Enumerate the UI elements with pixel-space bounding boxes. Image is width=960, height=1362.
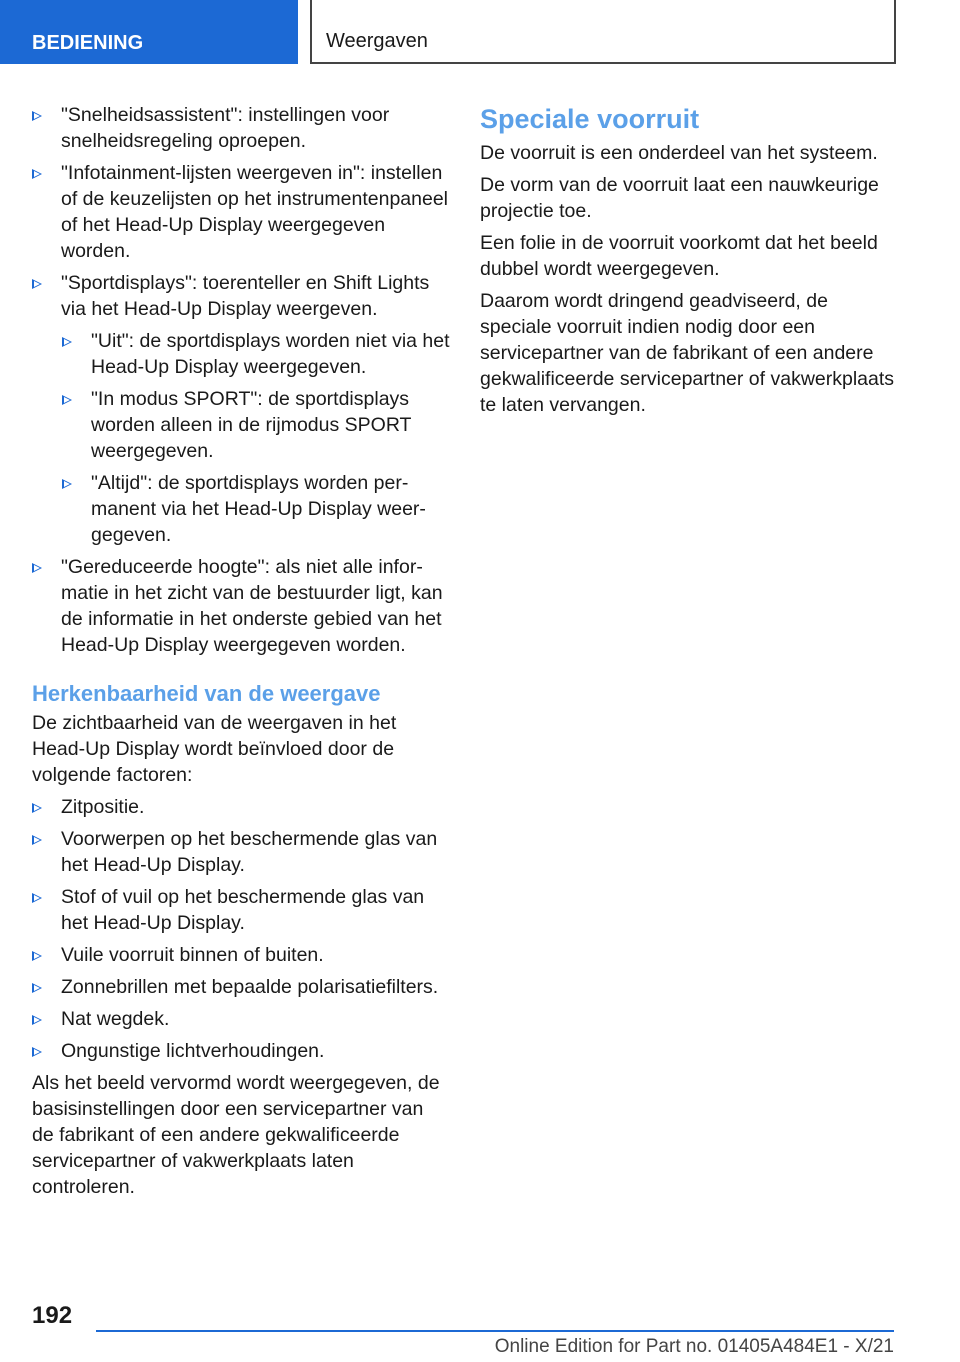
edition-text: Online Edition for Part no. 01405A484E1 - X/21: [494, 1336, 894, 1357]
triangle-bullet-icon: [32, 1047, 42, 1057]
list-item-text: "In modus SPORT": de sportdisplays worden alleen in de rijmodus SPORT weergegeven.: [91, 388, 412, 462]
list-item-text: "Infotainment-lijsten weergeven in": instellen of de keuzelijsten op het instrumentenpaneel of het Head-Up Display weergegeven worden.: [61, 162, 449, 262]
triangle-bullet-icon: [32, 1015, 42, 1025]
section-tab: [0, 0, 298, 64]
triangle-bullet-icon: [32, 803, 42, 813]
closing-paragraph: Als het beeld vervormd wordt weergegeven, de basisinstellingen door een servicepartner van de fabrikant of een andere gekwalificeerde servicepartner of vakwerkplaats laten controleren.: [32, 1072, 440, 1198]
list-item: [62, 386, 450, 464]
list-item: [32, 1038, 450, 1064]
triangle-bullet-icon: [62, 479, 72, 489]
list-item-text: "Sportdisplays": toerenteller en Shift Lights via het Head-Up Display weergeven.: [61, 272, 430, 320]
list-item-text: "Gereduceerde hoogte": als niet alle informatie in het zicht van de bestuurder ligt, kan de informatie in het onderste gebied van het Head-Up Display weergegeven worden.: [61, 556, 443, 656]
list-item-text: Voorwerpen op het beschermende glas van het Head-Up Display.: [61, 828, 438, 876]
paragraph: Daarom wordt dringend geadviseerd, de speciale voorruit indien nodig door een servicepartner van de fabrikant of een andere gekwalificeerde servicepartner of vakwerkplaats te laten vervangen.: [480, 290, 895, 416]
settings-list: [32, 102, 450, 658]
list-item: [32, 942, 450, 968]
list-item-text: Stof of vuil op het beschermende glas van het Head-Up Display.: [61, 886, 425, 934]
list-item: [32, 1006, 450, 1032]
paragraph: De vorm van de voorruit laat een nauwkeurige projectie toe.: [480, 174, 879, 222]
section-heading-windshield: Speciale voorruit: [480, 104, 700, 134]
triangle-bullet-icon: [62, 395, 72, 405]
chapter-title: Weergaven: [326, 30, 428, 52]
right-column: [480, 102, 900, 424]
list-item: [32, 554, 450, 658]
list-item-text: Nat wegdek.: [61, 1008, 170, 1030]
list-item-text: "Uit": de sportdisplays worden niet via het Head-Up Display weergegeven.: [91, 330, 450, 378]
section-heading-visibility: Herkenbaarheid van de weergave: [32, 681, 381, 706]
triangle-bullet-icon: [32, 563, 42, 573]
list-item-text: "Altijd": de sportdisplays worden permanent via het Head-Up Display weergegeven.: [91, 472, 426, 546]
list-item-text: Zonnebrillen met bepaalde polarisatiefilters.: [61, 976, 439, 998]
list-item: [32, 794, 450, 820]
triangle-bullet-icon: [32, 951, 42, 961]
list-item-text: Ongunstige lichtverhoudingen.: [61, 1040, 325, 1062]
footer-divider: [96, 1330, 894, 1332]
intro-paragraph: De zichtbaarheid van de weergaven in het Head-Up Display wordt beïnvloed door de volgende factoren:: [32, 712, 397, 786]
list-item-text: Vuile voorruit binnen of buiten.: [61, 944, 324, 966]
paragraph: Een folie in de voorruit voorkomt dat het beeld dubbel wordt weergegeven.: [480, 232, 878, 280]
triangle-bullet-icon: [32, 169, 42, 179]
section-title: BEDIENING: [32, 32, 144, 54]
paragraph: De voorruit is een onderdeel van het systeem.: [480, 142, 878, 164]
left-column: [32, 102, 450, 1206]
list-item: [32, 270, 450, 322]
triangle-bullet-icon: [32, 835, 42, 845]
triangle-bullet-icon: [32, 111, 42, 121]
chapter-tab: [310, 0, 896, 64]
list-item: [32, 826, 450, 878]
page-number: 192: [32, 1302, 73, 1329]
triangle-bullet-icon: [32, 279, 42, 289]
factors-list: [32, 794, 450, 1064]
triangle-bullet-icon: [62, 337, 72, 347]
list-item: [62, 328, 450, 380]
windshield-text: [480, 140, 900, 418]
list-item-text: Zitpositie.: [61, 796, 145, 818]
list-item: [32, 102, 450, 154]
list-item: [32, 974, 450, 1000]
triangle-bullet-icon: [32, 983, 42, 993]
list-item: [32, 884, 450, 936]
list-item-text: "Snelheidsassistent": instellingen voor snelheidsregeling oproepen.: [61, 104, 390, 152]
list-item: [62, 470, 450, 548]
triangle-bullet-icon: [32, 893, 42, 903]
list-item: [32, 160, 450, 264]
